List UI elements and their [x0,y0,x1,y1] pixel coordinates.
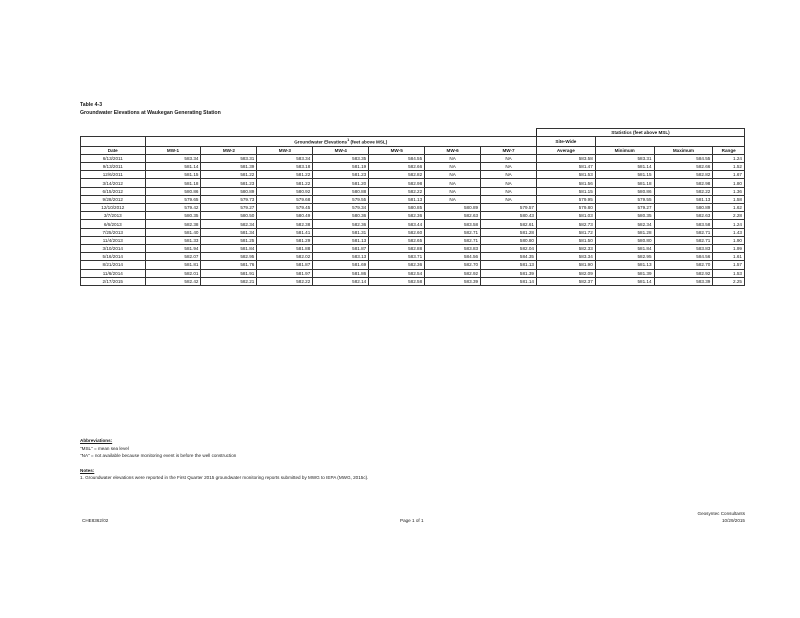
elevation-cell: 579.57 [481,204,537,212]
elevation-cell: 584.55 [369,154,425,162]
statistic-cell: 1.53 [713,269,745,277]
elevation-cell: 579.73 [201,195,257,203]
stats-column-header: Average [536,146,595,154]
statistic-cell: 581.13 [595,261,654,269]
statistic-cell: 582.63 [654,212,713,220]
statistic-cell: 580.80 [595,236,654,244]
statistic-cell: 582.71 [654,236,713,244]
elevation-cell: 580.88 [313,187,369,195]
elevation-cell: 583.71 [369,253,425,261]
elevation-cell: 582.14 [313,277,369,285]
abbreviations-header: Abbreviations: [80,438,113,443]
elevation-cell: 581.97 [257,269,313,277]
elevation-cell: 581.29 [257,236,313,244]
elevation-cell: 580.49 [257,212,313,220]
elevation-cell: 582.34 [201,220,257,228]
statistic-cell: 2.28 [713,212,745,220]
statistic-cell: 583.83 [654,244,713,252]
footer-company: Geosyntec Consultants [697,511,745,516]
elevation-cell: 580.36 [313,212,369,220]
footer-date: 10/29/2015 [722,518,745,523]
statistic-cell: 581.56 [536,179,595,187]
elevation-cell: 582.36 [313,220,369,228]
elevation-cell: 582.21 [201,277,257,285]
statistic-cell: 583.58 [536,154,595,162]
statistic-cell: 581.50 [536,236,595,244]
elevation-cell: 582.07 [145,253,201,261]
footer-company-date [698,510,746,524]
table-row [81,244,745,252]
statistic-cell: 580.35 [595,212,654,220]
elevation-cell: 581.13 [313,236,369,244]
elevation-cell: 581.18 [145,179,201,187]
table-row [81,220,745,228]
table-row [81,253,745,261]
statistic-cell: 581.15 [595,171,654,179]
elevation-cell: 582.98 [369,179,425,187]
date-cell: 12/10/2012 [81,204,146,212]
elevation-cell: 581.31 [313,228,369,236]
footer-project-number: CHE8362/02 [82,518,109,523]
stats-group-row [81,129,745,137]
date-cell: 11/6/2014 [81,269,146,277]
elevation-cell: NA [425,179,481,187]
elevation-cell: 581.91 [201,269,257,277]
stats-column-header: Maximum [654,146,713,154]
table-body [81,154,745,285]
table-row [81,228,745,236]
statistic-cell: 581.15 [536,187,595,195]
statistic-cell: 579.80 [536,204,595,212]
footnote-marker: 1 [347,138,350,143]
elevation-cell: 581.22 [257,179,313,187]
statistic-cell: 582.71 [654,228,713,236]
elevation-cell: 582.58 [369,277,425,285]
date-cell: 6/6/2013 [81,220,146,228]
elevation-cell: 582.22 [369,187,425,195]
elevation-cell: 582.65 [369,236,425,244]
elevation-cell: 582.02 [257,253,313,261]
statistic-cell: 581.84 [595,244,654,252]
elevation-cell: 581.39 [481,269,537,277]
elevation-cell: 583.39 [425,277,481,285]
date-cell: 12/6/2011 [81,171,146,179]
date-cell: 3/14/2012 [81,179,146,187]
statistic-cell: 581.53 [536,171,595,179]
elevation-cell: 581.40 [145,228,201,236]
elevation-cell: 582.22 [257,277,313,285]
elevation-cell: 581.15 [145,171,201,179]
date-cell: 6/13/2011 [81,154,146,162]
notes-header: Notes: [80,467,95,473]
elevation-cell: 583.13 [313,253,369,261]
elevation-cell: 581.14 [145,163,201,171]
elevation-cell: 581.23 [201,179,257,187]
elevation-cell: 580.89 [425,204,481,212]
elevation-cell: NA [425,163,481,171]
abbreviation-na: "NA" = not available because monitoring event is before the well construction [80,453,237,458]
elevation-cell: 581.20 [313,179,369,187]
elevation-cell: 579.34 [313,204,369,212]
elevation-cell: 581.84 [201,244,257,252]
elevation-cell: 580.86 [145,187,201,195]
table-row [81,195,745,203]
statistic-cell: 582.37 [536,277,595,285]
elevation-cell: 579.45 [257,204,313,212]
elevation-cell: 582.88 [369,244,425,252]
elevation-cell: 581.41 [257,228,313,236]
elevation-cell: 582.54 [369,269,425,277]
elevation-cell: 579.65 [145,195,201,203]
statistic-cell: 1.80 [713,179,745,187]
elevation-cell: 581.33 [145,236,201,244]
table-row [81,163,745,171]
elevation-cell: 581.39 [201,163,257,171]
statistic-cell: 582.09 [536,269,595,277]
elevation-cell: 582.66 [369,163,425,171]
elevation-cell: 582.63 [425,212,481,220]
statistic-cell: 583.39 [654,277,713,285]
statistic-cell: 581.13 [654,195,713,203]
elevation-cell: 582.36 [369,212,425,220]
statistic-cell: 2.25 [713,277,745,285]
elevation-cell: 581.22 [201,171,257,179]
statistic-cell: 582.34 [595,220,654,228]
statistic-cell: 584.56 [654,253,713,261]
table-number: Table 4-3 [80,102,103,108]
statistic-cell: 582.66 [654,163,713,171]
statistic-cell: 584.55 [654,154,713,162]
stats-column-header: Minimum [595,146,654,154]
elevation-cell: NA [481,179,537,187]
table-row [81,261,745,269]
elevation-cell: 583.83 [425,244,481,252]
elevation-cell: 581.86 [313,269,369,277]
well-column-header: MW-5 [369,146,425,154]
table-row [81,277,745,285]
elevation-cell: NA [481,171,537,179]
elevation-cell: 582.71 [425,236,481,244]
elevation-cell: 581.88 [257,244,313,252]
elevation-cell: 581.25 [201,236,257,244]
notes-section [80,437,368,482]
elevation-cell: 580.89 [201,187,257,195]
elevation-cell: 583.18 [257,163,313,171]
well-column-header: MW-4 [313,146,369,154]
table-row [81,171,745,179]
elevation-cell: 583.34 [257,154,313,162]
statistic-cell: 1.36 [713,187,745,195]
groundwater-elevation-table [80,128,745,286]
abbreviation-msl: "MSL" = mean sea level [80,445,129,451]
footer-page-number: Page 1 of 1 [400,518,424,523]
sitewide-header: Site-Wide [536,137,595,147]
elevation-cell: 582.82 [369,171,425,179]
elevation-cell: 580.43 [481,212,537,220]
statistic-cell: 583.34 [536,253,595,261]
elevation-cell: 584.35 [481,253,537,261]
elevation-cell: 582.95 [201,253,257,261]
elevation-cell: 583.34 [145,154,201,162]
elevation-cell: 581.28 [481,228,537,236]
elevation-cell: 583.58 [425,220,481,228]
elevation-cell: 582.60 [369,228,425,236]
date-cell: 2/17/2015 [81,277,146,285]
date-cell: 5/16/2014 [81,253,146,261]
statistic-cell: 581.18 [595,179,654,187]
note-1: 1. Groundwater elevations were reported in the First Quarter 2015 groundwater monitoring reports submitted by MWG to IEPA (MWG, 2015c). [80,475,369,480]
elevation-cell: 579.55 [313,195,369,203]
table-row [81,187,745,195]
elevation-cell: 581.81 [145,261,201,269]
elevation-cell: 581.14 [481,277,537,285]
elevation-cell: 581.34 [201,228,257,236]
statistic-cell: 582.82 [654,171,713,179]
statistic-cell: 580.86 [595,187,654,195]
statistic-cell: 581.47 [536,163,595,171]
statistic-cell: 1.58 [713,195,745,203]
statistic-cell: 579.27 [595,204,654,212]
well-column-header: MW-1 [145,146,201,154]
elevation-cell: 582.04 [481,244,537,252]
statistic-cell: 1.62 [713,204,745,212]
statistic-cell: 1.57 [713,261,745,269]
table-title: Groundwater Elevations at Waukegan Generating Station [80,109,221,116]
statistic-cell: 582.22 [654,187,713,195]
date-cell: 7/25/2013 [81,228,146,236]
elevation-cell: NA [425,154,481,162]
statistic-cell: 1.43 [713,228,745,236]
statistic-cell: 1.52 [713,163,745,171]
statistic-cell: 579.95 [536,195,595,203]
date-cell: 6/15/2012 [81,187,146,195]
statistic-cell: 583.31 [595,154,654,162]
well-column-header: MW-3 [257,146,313,154]
elevation-cell: 582.70 [425,261,481,269]
table-row [81,212,745,220]
elevation-cell: 581.13 [369,195,425,203]
stats-column-header: Range [713,146,745,154]
elevation-cell: 579.27 [201,204,257,212]
elevation-cell: 582.42 [145,277,201,285]
date-cell: 3/10/2014 [81,244,146,252]
elevation-cell: 581.87 [313,244,369,252]
elevation-cell: 579.42 [145,204,201,212]
date-cell: 3/7/2013 [81,212,146,220]
elevation-cell: 583.35 [313,154,369,162]
table-row [81,179,745,187]
statistic-cell: 581.28 [595,228,654,236]
statistic-cell: 582.95 [595,253,654,261]
elevation-cell: 582.61 [481,220,537,228]
elevation-cell: 580.85 [369,204,425,212]
elevation-cell: 582.92 [425,269,481,277]
elevation-cell: 583.31 [201,154,257,162]
elevation-cell: NA [425,195,481,203]
statistic-cell: 1.61 [713,253,745,261]
statistic-cell: 581.39 [595,269,654,277]
statistic-cell: 580.89 [654,204,713,212]
table-row [81,154,745,162]
statistic-cell: 582.70 [654,261,713,269]
table-row [81,204,745,212]
elevation-cell: 582.01 [145,269,201,277]
statistic-cell: 582.92 [654,269,713,277]
date-cell: 11/4/2013 [81,236,146,244]
elevation-cell: 580.35 [145,212,201,220]
elevation-cell: 580.50 [201,212,257,220]
elevation-cell: 580.92 [257,187,313,195]
elevation-cell: 581.76 [201,261,257,269]
date-cell: 9/13/2011 [81,163,146,171]
table-title-block [80,102,221,117]
table-row [81,236,745,244]
elevation-cell: 580.80 [481,236,537,244]
elevation-cell: 581.69 [313,261,369,269]
group-header-row [81,137,745,147]
table-row [81,269,745,277]
elevation-cell: NA [425,187,481,195]
elevation-cell: 581.13 [481,261,537,269]
elevation-cell: 579.68 [257,195,313,203]
statistic-cell: 582.98 [654,179,713,187]
elevation-cell: 581.22 [257,171,313,179]
elevation-cell: 582.38 [145,220,201,228]
elevation-cell: 584.56 [425,253,481,261]
statistic-cell: 581.14 [595,277,654,285]
statistic-cell: 1.99 [713,244,745,252]
well-column-header: MW-6 [425,146,481,154]
date-cell: 9/28/2012 [81,195,146,203]
statistic-cell: 582.73 [536,220,595,228]
statistic-cell: 581.72 [536,228,595,236]
statistic-cell: 581.03 [536,212,595,220]
elevations-group-header: Groundwater Elevations$^1$ (feet above MSL) [145,137,536,147]
statistic-cell: 581.90 [536,261,595,269]
elevation-cell: 581.87 [257,261,313,269]
well-column-header: MW-2 [201,146,257,154]
statistic-cell: 1.90 [713,236,745,244]
elevation-cell: 582.71 [425,228,481,236]
statistic-cell: 1.67 [713,171,745,179]
elevation-cell: 582.36 [369,261,425,269]
elevation-cell: 581.94 [145,244,201,252]
elevation-cell: 581.23 [313,171,369,179]
elevation-cell: 582.38 [257,220,313,228]
elevation-cell: 581.19 [313,163,369,171]
statistic-cell: 1.24 [713,154,745,162]
date-cell: 8/21/2014 [81,261,146,269]
column-header-row [81,146,745,154]
well-column-header: MW-7 [481,146,537,154]
elevation-cell: NA [481,163,537,171]
statistic-cell: 1.24 [713,220,745,228]
elevation-cell: NA [481,195,537,203]
statistic-cell: 579.55 [595,195,654,203]
statistics-header: Statistics (feet above MSL) [536,129,744,137]
elevation-cell: 583.44 [369,220,425,228]
statistic-cell: 583.58 [654,220,713,228]
statistic-cell: 582.33 [536,244,595,252]
elevation-cell: NA [425,171,481,179]
statistic-cell: 581.14 [595,163,654,171]
elevation-cell: NA [481,187,537,195]
date-column-header: Date [81,146,146,154]
elevation-cell: NA [481,154,537,162]
